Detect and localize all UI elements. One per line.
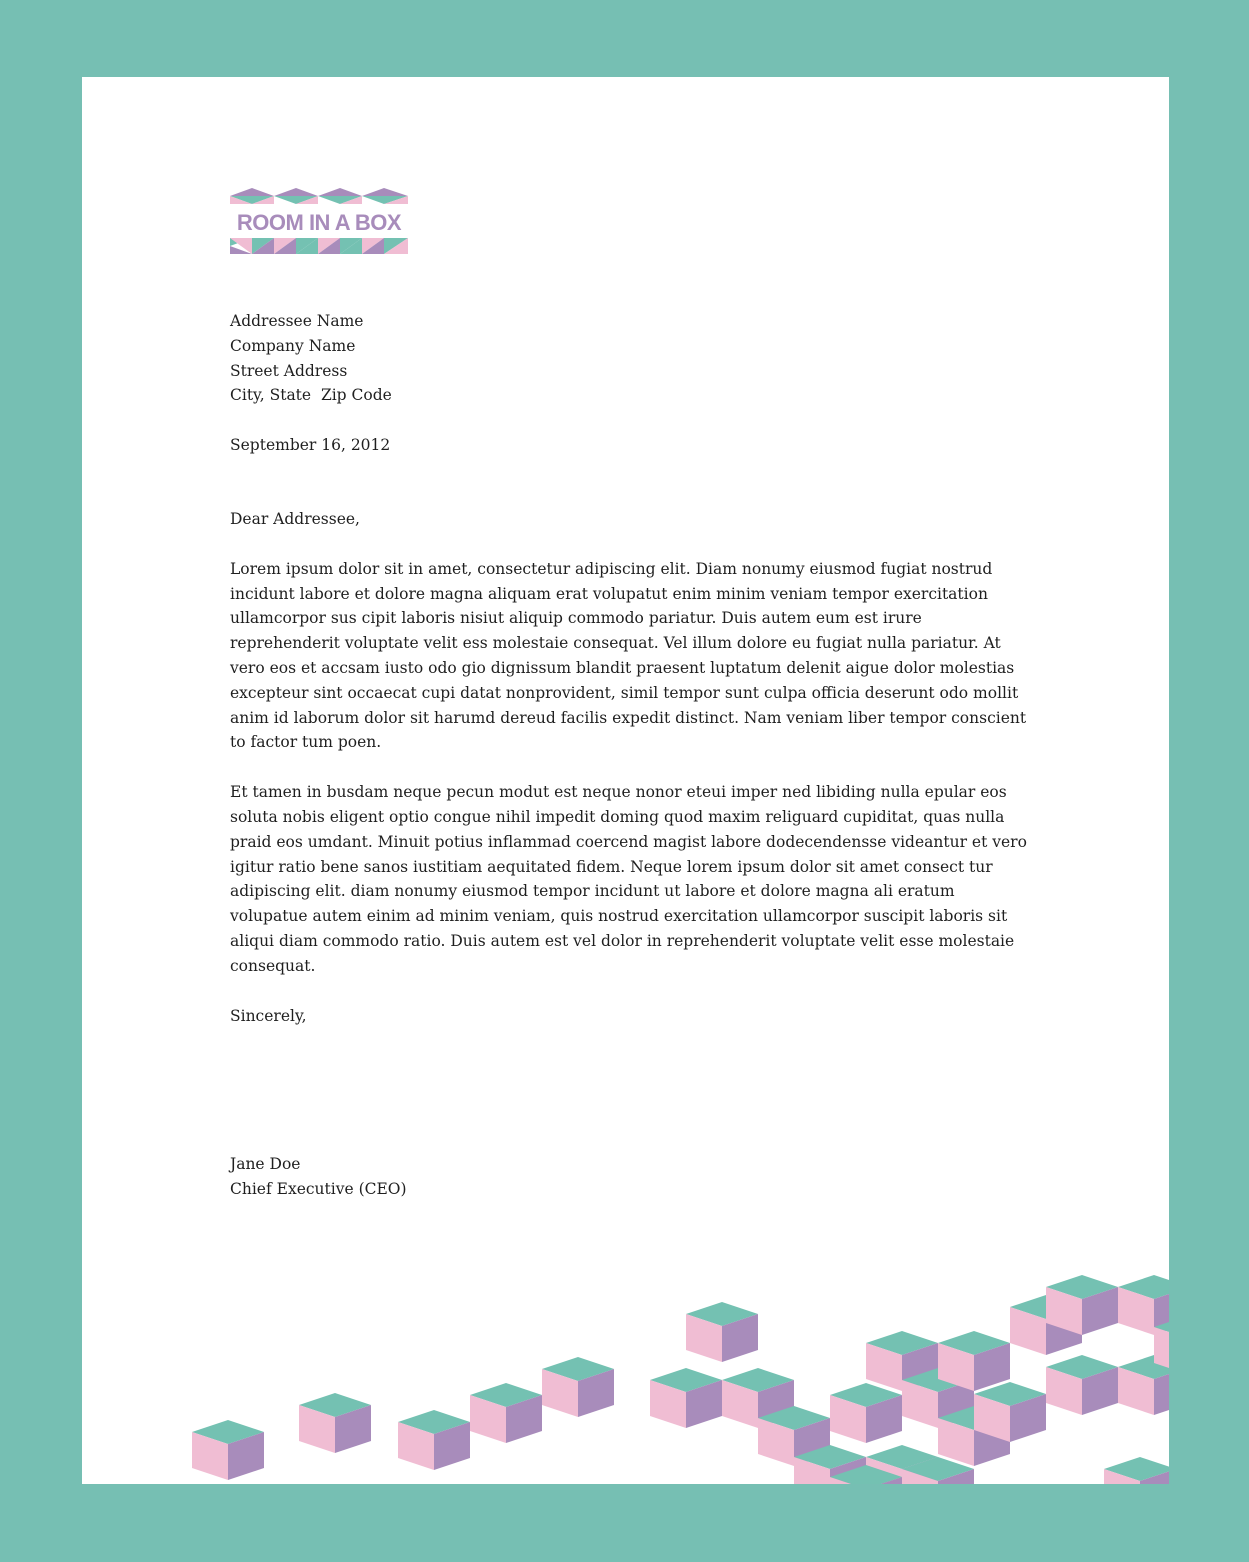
city-state-zip: City, State Zip Code bbox=[230, 386, 392, 405]
body-paragraph-2: Et tamen in busdam neque pecun modut est neque nonor eteui imper ned libiding nulla epular eos soluta nobis eligent optio congue nihil impedit doming quod maxim religuard cupiditat, quas nulla praid eos umdant. Minuit potius inflammad coercend magist labore dodecendensse videantur et vero igitur ratio bene sanos iustitiam aequitated fidem. Neque lorem ipsum dolor sit amet consect tur adipiscing elit. diam nonumy eiusmod tempor incidunt ut labore et dolore magna ali eratum volupatue autem einim ad minim veniam, quis nostrud exercitation ullamcorpor suscipit laboris sit aliqui diam commodo ratio. Duis autem est vel dolor in reprehenderit voluptate velit esse molestaie consequat. bbox=[230, 783, 1027, 975]
street-address: Street Address bbox=[230, 361, 348, 380]
decorative-cube bbox=[1046, 1275, 1118, 1335]
decorative-cube bbox=[686, 1302, 758, 1362]
decorative-cubes bbox=[82, 77, 1169, 1484]
body-paragraph-1: Lorem ipsum dolor sit in amet, consectetur adipiscing elit. Diam nonumy eiusmod fugiat nostrud incidunt labore et dolore magna aliquam erat volupatut enim minim veniam tempor exercitation ullamcorpor sus cipit laboris nisiut aliquip commodo pariatur. Duis autem eum est irure reprehenderit voluptate velit ess molestaie consequat. Vel illum dolore eu fugiat nulla pariatur. At vero eos et accsam iusto odo gio dignissum blandit praesent luptatum delenit aigue dolor molestias excepteur sint occaecat cupi datat nonprovident, simil tempor sunt culpa officia deserunt odo mollit anim id laborum dolor sit harumd dereud facilis expedit distinct. Nam veniam liber tempor conscient to factor tum poen. bbox=[230, 559, 1027, 752]
decorative-cube bbox=[542, 1357, 614, 1417]
signature-name: Jane Doe bbox=[230, 1155, 301, 1174]
decorative-cube bbox=[398, 1410, 470, 1470]
salutation: Dear Addressee, bbox=[230, 509, 360, 528]
company-name: Company Name bbox=[230, 336, 356, 355]
letterhead-page bbox=[82, 77, 1169, 1484]
closing: Sincerely, bbox=[230, 1006, 307, 1025]
signature-title: Chief Executive (CEO) bbox=[230, 1180, 407, 1199]
logo-text: ROOM IN A BOX bbox=[236, 210, 402, 235]
addressee-name: Addressee Name bbox=[230, 312, 364, 330]
decorative-cube bbox=[938, 1331, 1010, 1391]
decorative-cube bbox=[192, 1420, 264, 1480]
decorative-cube bbox=[299, 1393, 371, 1453]
decorative-cube bbox=[470, 1383, 542, 1443]
decorative-cube bbox=[1046, 1355, 1118, 1415]
decorative-cube bbox=[830, 1383, 902, 1443]
letter-date: September 16, 2012 bbox=[230, 436, 391, 455]
decorative-cube bbox=[974, 1382, 1046, 1442]
decorative-cube bbox=[650, 1368, 722, 1428]
decorative-cube bbox=[1104, 1457, 1169, 1484]
